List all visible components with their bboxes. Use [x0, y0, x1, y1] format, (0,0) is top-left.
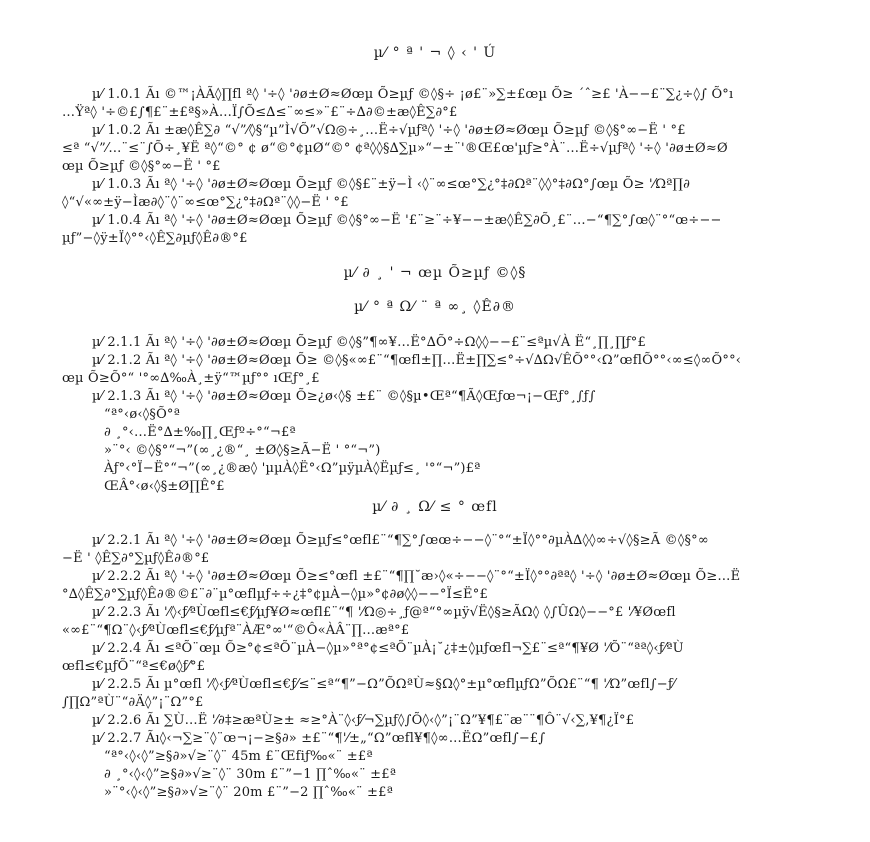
section-2-2-heading: µ⁄ ∂ ¸ Ω⁄ ≤ ° œfl — [372, 499, 498, 515]
list-item: ∂ ¸°‹…Ë°∆±‰∏¸Œƒº÷°“¬£ª — [104, 425, 296, 440]
clause-2-2-5: µ⁄ 2.2.5 Ãı µ°œfl '⁄◊‹ƒ⁄ªÙœfl≤€ƒ⁄≤¨≤ª“¶”−Ω”ÕΩªÙ≈§Ω◊°±µ°œflµƒΩ”ÕΩ£¨“¶ '⁄Ω”œfl∫−ƒ⁄ — [92, 677, 676, 692]
clause-2-2-6: µ⁄ 2.2.6 Ãı ∑Ù…Ë '⁄∂‡≥æªÙ≥± ≈≥°À¨◊‹ƒ⁄¬∑µƒ◊∫Õ◊‹◊”¡¨Ω”¥¶£¨æ¨¨¶Ô¨√‹∑,¥¶¿Ï°£ — [92, 713, 635, 728]
clause-1-0-2-cont: ≤ª “√”⁄…¨≤¨∫Õ÷¸¥Ë ª◊“©° ¢ ø“©°¢µØ“©° ¢ª◊◊§∆∑µ»“−±¨'®Œ£œ'µƒ≥°À¨…Ë÷√µƒª◊ '÷◊ '∂ø±Ø≈Ø — [62, 141, 728, 156]
clause-2-1-2: µ⁄ 2.1.2 Ãı ª◊ '÷◊ '∂ø±Ø≈Øœµ Õ≥ ©◊§«∞£¨“¶œfl±∏…Ë±∏∑≤°÷√∆Ω√ÊÕ°°‹Ω”œflÕ°°‹∞≤◊∞Õ°°‹ — [92, 353, 742, 368]
clause-2-2-4: µ⁄ 2.2.4 Ãı ≤ªÕ¨œµ Õ≥°¢≤ªÕ¨µÀ−◊µ»°ª°¢≤ªÕ¨µÀ¡˘¿‡±◊µƒœfl¬∑£¨≤ª“¶¥Ø '⁄Õ¨“ªª◊‹ƒ⁄ªÙ — [92, 641, 684, 656]
clause-2-2-4-cont: œfl≤€µƒÕ¨“ª≤€ø◊ƒ⁄°£ — [62, 659, 206, 674]
section-1-heading: µ⁄ ° ª ' ¬ ◊ ‹ ' Ú — [373, 45, 497, 61]
clause-2-1-2-cont: œµ Õ≥Õ°“ '°∞∆‰À¸±ÿ“™µƒ°° ıŒƒ°¸£ — [62, 371, 320, 386]
clause-1-0-2-cont2: œµ Õ≥µƒ ©◊§°∞−Ë ' °£ — [62, 159, 221, 174]
clause-1-0-1-cont: …Ÿª◊ '÷©£∫¶£¨±£ª§»À…Ï∫Õ≤∆≤¨∞≤»¨£¨÷∆∂©±æ◊Ê∑∂°£ — [62, 105, 458, 120]
section-2-1-heading: µ⁄ ° ª Ω⁄ ¨ ª ∞¸ ◊Ê∂® — [354, 299, 516, 315]
clause-2-2-3-cont: «∞£¨“¶Ω¨◊‹ƒ⁄ªÙœfl≤€ƒ⁄µƒª¨ÀÆ°∞'“©Ô«ÀÂ¨∏…æª°£ — [62, 623, 410, 638]
clause-2-1-3: µ⁄ 2.1.3 Ãı ª◊ '÷◊ '∂ø±Ø≈Øœµ Õ≥¿ø‹◊§ ±£¨ ©◊§µ•Œª“¶Ã◊Œƒœ¬¡−Œƒ°¸∫ƒ∫ — [92, 389, 596, 404]
clause-2-2-3: µ⁄ 2.2.3 Ãı '⁄◊‹ƒ⁄ªÙœfl≤€ƒ⁄µƒ¥Ø≈œfl£¨“¶ '⁄Ω◎÷¸ƒ@ª“°∞µÿ√Ë◊§≥ÃΩ◊ ◊∫ÛΩ◊−−°£ '⁄¥Øœfl — [92, 605, 676, 620]
list-item: ∂ ¸°‹◊‹◊”≥§∂»√≥¨◊¨ 30m £¨”−1 ∏ˆ‰«¨ ±£ª — [104, 767, 397, 782]
clause-2-2-2: µ⁄ 2.2.2 Ãı ª◊ '÷◊ '∂ø±Ø≈Øœµ Õ≥≤°œfl ±£¨“¶∏˘æ›◊«÷−−◊¨°“±Ï◊°°∂ªª◊ '÷◊ '∂ø±Ø≈Øœµ Õ≥…Ë — [92, 569, 741, 584]
list-item: Àƒ°‹°Ï−Ë°“¬”(∞¸¿®æ◊ 'µµÀ◊Ë°‹Ω”µÿµÀ◊Ëµƒ≤¸ '°“¬”)£ª — [104, 461, 481, 476]
list-item: »¨°‹ ©◊§°“¬”(∞¸¿®“¸ ±Ø◊§≥Ã−Ë ' °“¬”) — [104, 443, 381, 458]
clause-1-0-4-cont: µƒ”−◊ÿ±Ï◊°°‹◊Ê∑∂µƒ◊Ê∂®°£ — [62, 231, 248, 246]
clause-2-2-2-cont: °∆◊Ê∑∂°∑µƒ◊Ê∂®©£¨∂¨µ°œflµƒ÷÷¿‡°¢µÀ−◊µ»°¢∂ø◊◊−−°Ï≤Ë°£ — [62, 587, 488, 602]
clause-1-0-3-cont: ◊“√«∞±ÿ−Ìæ∂◊¨◊¨∞≤œ°∑¿°‡∂Ωª¨◊◊−Ë ' °£ — [62, 195, 349, 210]
clause-2-1-1: µ⁄ 2.1.1 Ãı ª◊ '÷◊ '∂ø±Ø≈Øœµ Õ≥µƒ ©◊§”¶∞¥…Ë°∆Õ°÷Ω◊◊−−£¨≤ªµ√À Ë“¸∏¸∏ƒ°£ — [92, 335, 646, 350]
clause-2-2-5-cont: ∫∏Ω”ªÙ¨“∂Ä◊”¡¨Ω”°£ — [62, 695, 204, 710]
list-item: “ª°‹◊‹◊”≥§∂»√≥¨◊¨ 45m £¨Œfiƒ‰«¨ ±£ª — [104, 749, 373, 764]
clause-1-0-2: µ⁄ 1.0.2 Ãı ±æ◊Ê∑∂ “√”⁄◊§“µ”Ì√Õ”√Ω◎÷¸…Ë÷√µƒª◊ '÷◊ '∂ø±Ø≈Øœµ Õ≥µƒ ©◊§°∞−Ë ' °£ — [92, 123, 686, 138]
list-item: »¨°‹◊‹◊”≥§∂»√≥¨◊¨ 20m £¨”−2 ∏ˆ‰«¨ ±£ª — [104, 785, 393, 800]
clause-2-2-1: µ⁄ 2.2.1 Ãı ª◊ '÷◊ '∂ø±Ø≈Øœµ Õ≥µƒ≤°œfl£¨“¶∑°∫œœ÷−−◊¨°“±Ï◊°°∂µÀ∆◊◊∞÷√◊§≥Ã ©◊§°∞ — [92, 533, 709, 548]
section-2-heading: µ⁄ ∂ ¸ ' ¬ œµ Õ≥µƒ ©◊§ — [343, 265, 527, 281]
list-item: ŒÂ°‹ø‹◊§±Ø∏Ê°£ — [104, 479, 225, 494]
clause-2-2-7: µ⁄ 2.2.7 Ãı◊‹¬∑≥¨◊¨œ¬¡−≥§∂» ±£¨“¶'⁄±„“Ω”œfl¥¶◊∞…ËΩ”œfl∫−£∫ — [92, 731, 546, 746]
clause-1-0-4: µ⁄ 1.0.4 Ãı ª◊ '÷◊ '∂ø±Ø≈Øœµ Õ≥µƒ ©◊§°∞−Ë '£¨≥¨÷¥−−±æ◊Ê∑∂Õ¸£¨…−“¶∑°∫œ◊¨°“œ÷−− — [92, 213, 722, 228]
clause-2-2-1-cont: −Ë ' ◊Ê∑∂°∑µƒ◊Ê∂®°£ — [62, 551, 210, 566]
clause-1-0-1: µ⁄ 1.0.1 Ãı ©™¡ÀÃ◊∏fl ª◊ '÷◊ '∂ø±Ø≈Øœµ Õ≥µƒ ©◊§÷ ¡ø£¨»∑±£œµ Õ≥ ´ˆ≥£ 'À−−£¨∑¿÷◊∫ Õ°ı — [92, 87, 734, 102]
clause-1-0-3: µ⁄ 1.0.3 Ãı ª◊ '÷◊ '∂ø±Ø≈Øœµ Õ≥µƒ ©◊§£¨±ÿ−Ì ‹◊¨∞≤œ°∑¿°‡∂Ωª¨◊◊°‡∂Ω°∫œµ Õ≥ '⁄Ωª∏∂ — [92, 177, 691, 192]
list-item: “ª°‹ø‹◊§Õ°ª — [104, 407, 181, 422]
